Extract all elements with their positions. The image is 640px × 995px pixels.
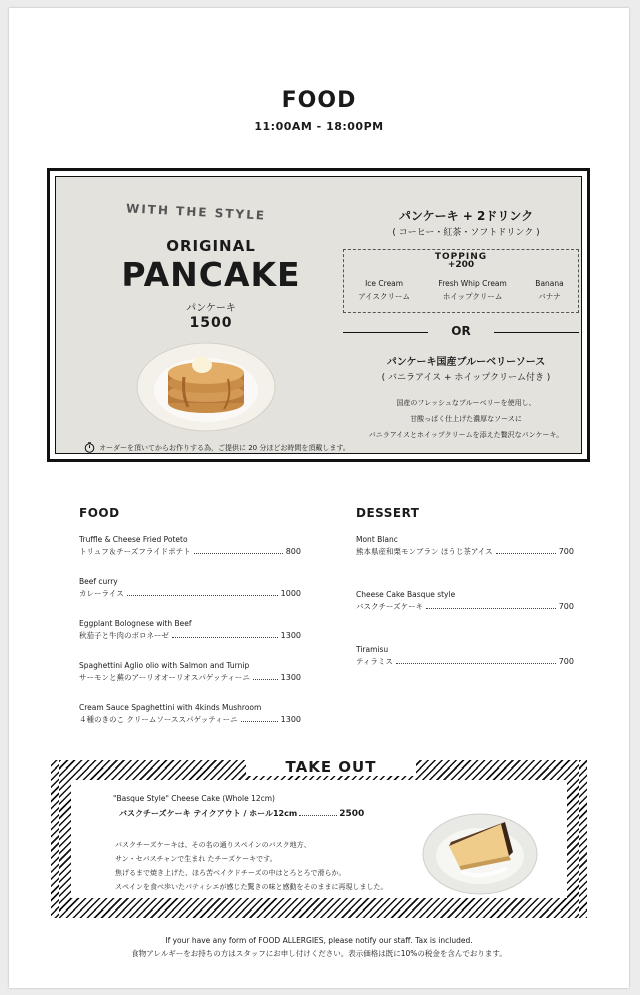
pancake-price: 1500 xyxy=(189,315,233,331)
menu-item-price: 1300 xyxy=(280,631,301,640)
takeout-item-ja: バスクチーズケーキ テイクアウト / ホール12cm xyxy=(119,809,298,818)
menu-item xyxy=(356,535,574,557)
pancake-feature-box xyxy=(47,168,590,462)
menu-item-en: Mont Blanc xyxy=(356,535,398,544)
topping-option-ja: アイスクリーム xyxy=(358,292,410,301)
topping-price: +200 xyxy=(447,260,475,270)
pancake-set-title: パンケーキ + 2ドリンク xyxy=(398,209,534,223)
takeout-description xyxy=(115,838,387,894)
blueberry-pancake-title: パンケーキ国産ブルーベリーソース xyxy=(386,357,546,368)
menu-item xyxy=(356,645,574,667)
dessert-heading: DESSERT xyxy=(356,506,420,520)
original-label: ORIGINAL xyxy=(166,237,256,255)
menu-item xyxy=(79,619,301,641)
topping-option xyxy=(358,277,410,303)
menu-item-en: Truffle & Cheese Fried Poteto xyxy=(79,535,188,544)
cheesecake-image xyxy=(421,808,539,896)
menu-item-price: 1300 xyxy=(280,673,301,682)
or-divider-right xyxy=(494,332,579,333)
topping-option xyxy=(535,277,563,303)
menu-item-price: 700 xyxy=(558,657,574,666)
menu-item xyxy=(356,590,574,612)
description-line: バニラアイスとホイップクリームを添えた贅沢なパンケーキ。 xyxy=(368,431,564,439)
pancake-set-drinks: ( コーヒー・紅茶・ソフトドリンク ) xyxy=(392,228,540,238)
description-line: サン・セバスチャンで生まれ たチーズケーキです。 xyxy=(115,855,277,863)
description-line: 焦げるまで焼き上げた、ほろ苦ベイクドチーズの中はとろとろで滑らか。 xyxy=(115,869,346,877)
topping-option-ja: バナナ xyxy=(538,292,561,301)
pancake-feature-inner xyxy=(55,176,582,454)
or-label: OR xyxy=(451,324,471,338)
menu-item xyxy=(79,535,301,557)
menu-item-ja: ４種のきのこ クリームソーススパゲッティーニ xyxy=(79,715,238,724)
topping-option-en: Banana xyxy=(535,279,564,288)
menu-item-ja: バスクチーズケーキ xyxy=(356,602,424,611)
topping-label: TOPPING xyxy=(430,252,492,262)
allergy-notice-ja: 食物アレルギーをお持ちの方はスタッフにお申し付けください。表示価格は既に10%の税金を含んでおります。 xyxy=(131,949,507,958)
menu-item-price: 1300 xyxy=(280,715,301,724)
menu-item-ja: サーモンと蕪のアーリオオーリオスパゲッティーニ xyxy=(79,673,250,682)
blueberry-pancake-description xyxy=(341,395,591,443)
takeout-item xyxy=(119,808,364,819)
takeout-box xyxy=(51,760,587,918)
takeout-title: TAKE OUT xyxy=(246,758,416,776)
menu-page xyxy=(9,8,629,988)
pancake-title: PANCAKE xyxy=(121,255,301,294)
blueberry-pancake-sub: ( バニラアイス + ホイップクリーム付き ) xyxy=(381,373,551,383)
menu-item-en: Cheese Cake Basque style xyxy=(356,590,456,599)
menu-item-ja: ティラミス xyxy=(356,657,393,666)
preparation-note-text: オーダーを頂いてからお作りする為，ご提供に 20 分ほどお時間を頂戴します。 xyxy=(99,443,350,452)
menu-item-en: Cream Sauce Spaghettini with 4kinds Mushroom xyxy=(79,703,262,712)
menu-item-ja: トリュフ＆チーズフライドポテト xyxy=(79,547,191,556)
topping-option-en: Ice Cream xyxy=(365,279,404,288)
allergy-notice-en: If your have any form of FOOD ALLERGIES, please notify our staff. Tax is included. xyxy=(165,936,473,945)
topping-option xyxy=(438,277,506,303)
menu-item-en: Tiramisu xyxy=(356,645,389,654)
menu-item-price: 700 xyxy=(558,602,574,611)
preparation-note xyxy=(84,442,350,453)
menu-item-en: Beef curry xyxy=(79,577,118,586)
menu-item-price: 700 xyxy=(558,547,574,556)
description-line: 甘酸っぱく仕上げた濃厚なソースに xyxy=(410,415,522,423)
menu-item-price: 800 xyxy=(285,547,301,556)
menu-item-ja: 秋茄子と牛肉のボロネーゼ xyxy=(79,631,169,640)
description-line: 国産のフレッシュなブルーベリーを使用し、 xyxy=(396,399,536,407)
takeout-item-en: "Basque Style" Cheese Cake (Whole 12cm) xyxy=(113,794,275,803)
opening-hours: 11:00AM - 18:00PM xyxy=(254,120,384,133)
pancake-title-ja: パンケーキ xyxy=(186,303,236,314)
topping-box xyxy=(343,249,579,313)
description-line: スペインを食べ歩いたパティシエが感じた驚きの味と感動をそのままに再現しました。 xyxy=(115,883,388,891)
description-line: バスクチーズケーキは、その名の通りスペインのバスク地方、 xyxy=(115,841,311,849)
timer-icon xyxy=(84,442,95,453)
takeout-item-price: 2500 xyxy=(339,809,365,819)
menu-item-en: Eggplant Bolognese with Beef xyxy=(79,619,192,628)
tagline: WITH THE STYLE xyxy=(125,201,267,223)
takeout-inner xyxy=(71,758,567,898)
menu-item-ja: カレーライス xyxy=(79,589,124,598)
menu-item-ja: 熊本県産和栗モンブラン ほうじ茶アイス xyxy=(356,547,493,556)
topping-option-en: Fresh Whip Cream xyxy=(438,279,507,288)
food-heading: FOOD xyxy=(79,506,120,520)
menu-item xyxy=(79,703,301,725)
menu-item xyxy=(79,661,301,683)
or-divider-left xyxy=(343,332,428,333)
pancake-image xyxy=(136,337,276,433)
topping-option-ja: ホイップクリーム xyxy=(442,292,503,301)
page-title: FOOD xyxy=(281,88,357,113)
menu-item-en: Spaghettini Aglio olio with Salmon and Turnip xyxy=(79,661,250,670)
menu-item xyxy=(79,577,301,599)
menu-item-price: 1000 xyxy=(280,589,301,598)
